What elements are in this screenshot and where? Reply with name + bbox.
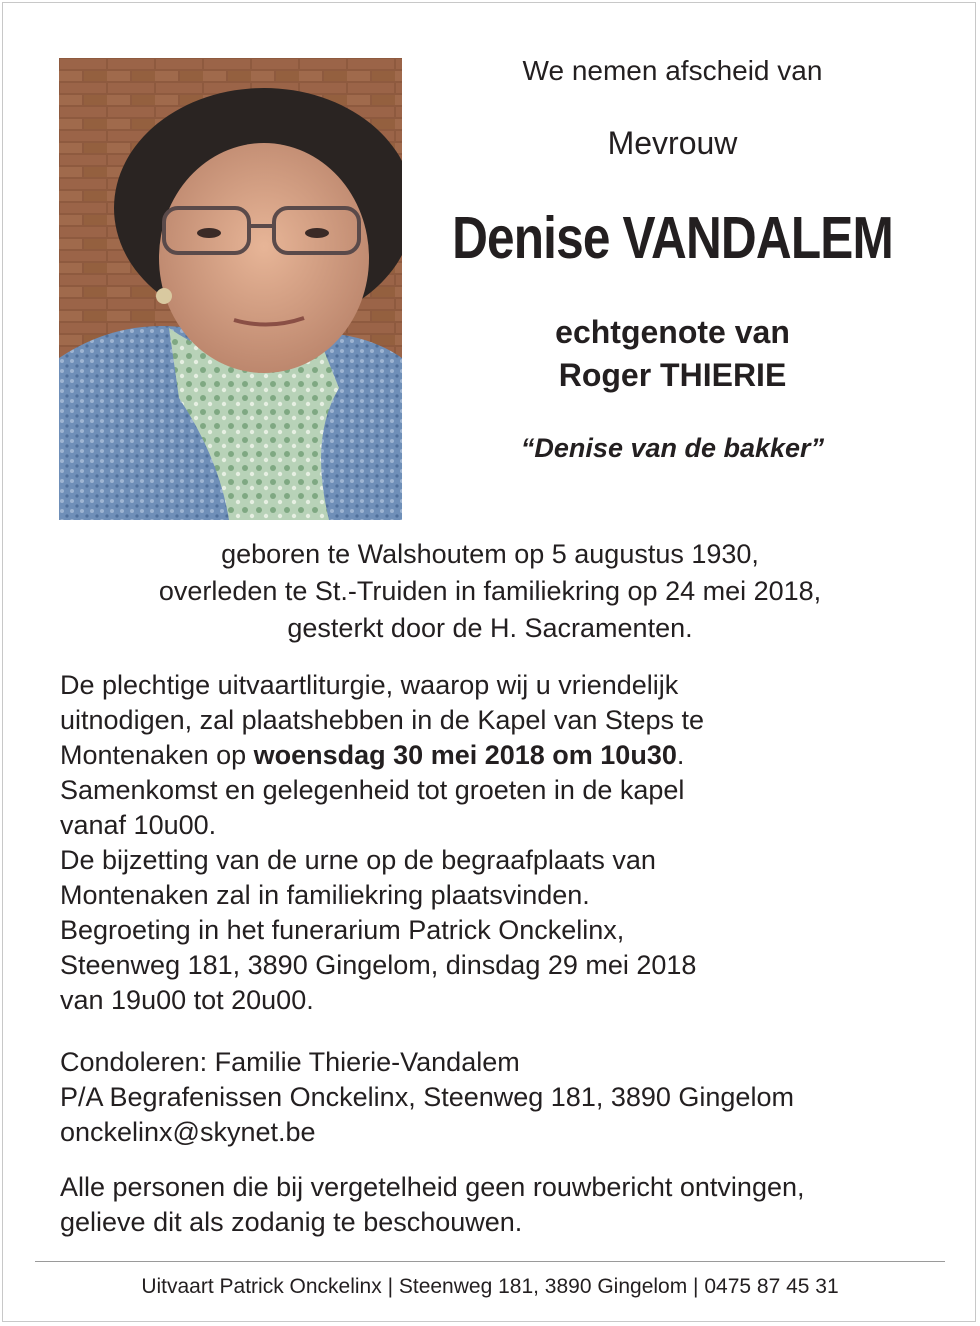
liturgy-paragraph bbox=[60, 668, 940, 1018]
portrait-photo bbox=[59, 58, 402, 520]
spouse-label: echtgenote van bbox=[555, 314, 790, 350]
footer-text: Uitvaart Patrick Onckelinx | Steenweg 181, 3890 Gingelom | 0475 87 45 31 bbox=[141, 1275, 839, 1298]
deceased-name: Denise VANDALEM bbox=[452, 205, 893, 271]
liturgy-date-prefix: Montenaken op bbox=[60, 740, 254, 770]
condolence-block bbox=[60, 1045, 940, 1150]
liturgy-line: uitnodigen, zal plaatshebben in de Kapel van Steps te bbox=[60, 705, 704, 735]
liturgy-line: Montenaken zal in familiekring plaatsvinden. bbox=[60, 880, 590, 910]
birth-line: geboren te Walshoutem op 5 augustus 1930, bbox=[221, 539, 759, 569]
notice-line: gelieve dit als zodanig te beschouwen. bbox=[60, 1207, 523, 1237]
liturgy-line: Steenweg 181, 3890 Gingelom, dinsdag 29 mei 2018 bbox=[60, 950, 697, 980]
liturgy-line: Samenkomst en gelegenheid tot groeten in de kapel bbox=[60, 775, 685, 805]
liturgy-line: vanaf 10u00. bbox=[60, 810, 217, 840]
title-word: Mevrouw bbox=[607, 125, 738, 161]
spouse-name: Roger THIERIE bbox=[558, 357, 787, 393]
liturgy-date-suffix: . bbox=[676, 740, 685, 770]
sacraments-line: gesterkt door de H. Sacramenten. bbox=[287, 613, 693, 643]
intro-text: We nemen afscheid van bbox=[522, 55, 823, 86]
death-line: overleden te St.-Truiden in familiekring op 24 mei 2018, bbox=[158, 576, 822, 606]
spouse-block bbox=[410, 311, 935, 397]
birth-death-block bbox=[40, 536, 940, 647]
nickname: “Denise van de bakker” bbox=[520, 433, 825, 463]
condolence-family: Condoleren: Familie Thierie-Vandalem bbox=[60, 1047, 520, 1077]
notice-line: Alle personen die bij vergetelheid geen rouwbericht ontvingen, bbox=[60, 1172, 805, 1202]
liturgy-line: De bijzetting van de urne op de begraafplaats van bbox=[60, 845, 656, 875]
notice-block bbox=[60, 1170, 940, 1240]
condolence-address: P/A Begrafenissen Onckelinx, Steenweg 181, 3890 Gingelom bbox=[60, 1082, 794, 1112]
funeral-date: woensdag 30 mei 2018 om 10u30 bbox=[253, 740, 677, 770]
liturgy-line: Begroeting in het funerarium Patrick Onckelinx, bbox=[60, 915, 625, 945]
condolence-email[interactable]: onckelinx@skynet.be bbox=[60, 1117, 316, 1147]
footer-divider bbox=[35, 1261, 945, 1262]
liturgy-date-line bbox=[60, 738, 940, 773]
liturgy-line: van 19u00 tot 20u00. bbox=[60, 985, 314, 1015]
liturgy-line: De plechtige uitvaartliturgie, waarop wij u vriendelijk bbox=[60, 670, 679, 700]
